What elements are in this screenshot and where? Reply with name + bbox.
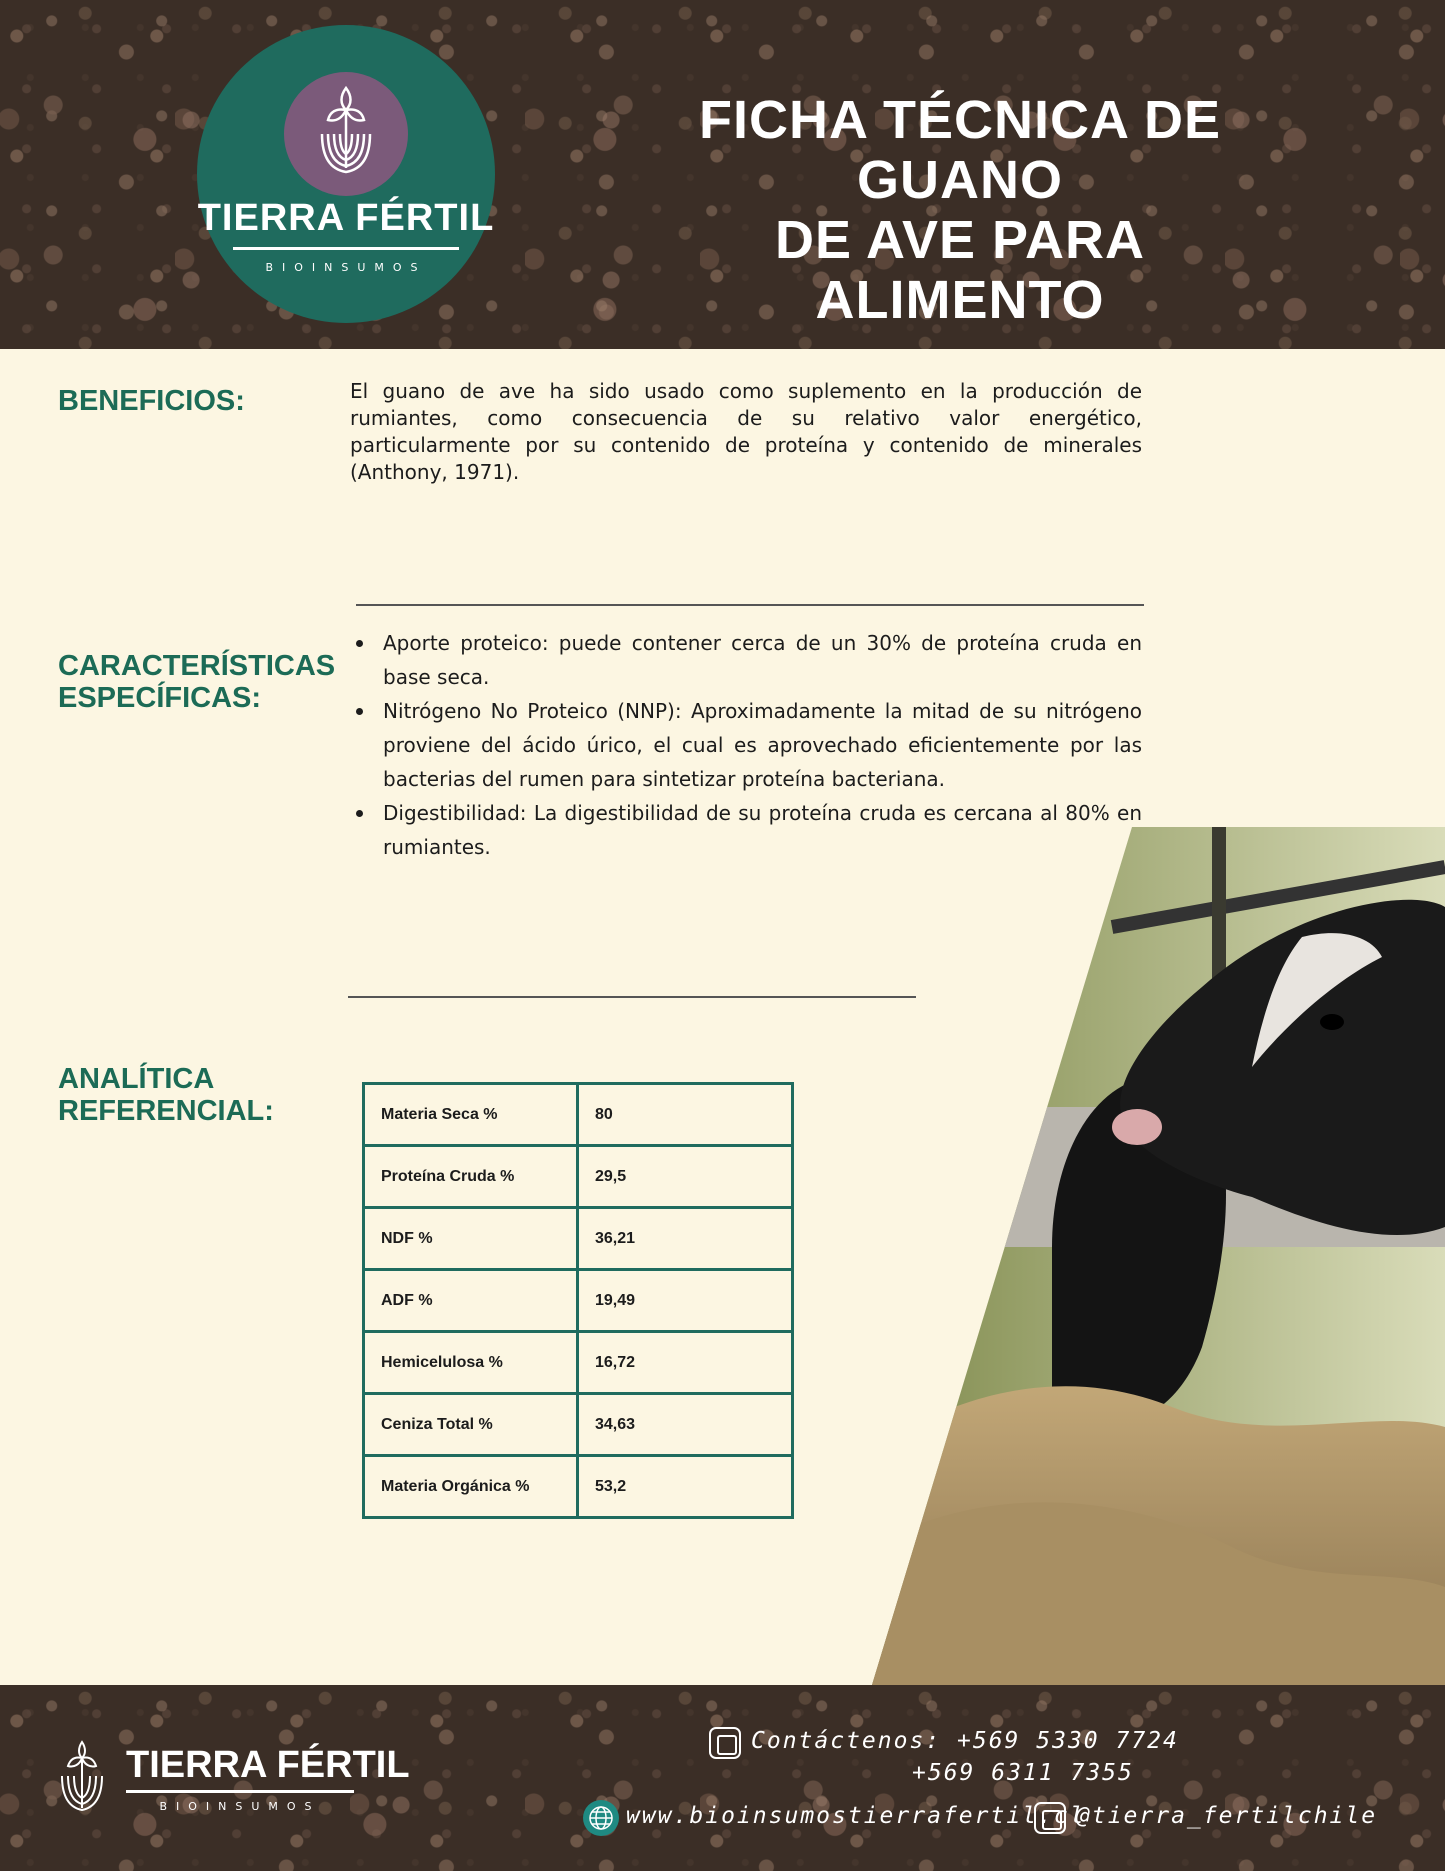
- brand-name: TIERRA FÉRTIL: [197, 197, 495, 239]
- instagram-handle[interactable]: @tierra_fertilchile: [1076, 1803, 1378, 1829]
- table-row: [364, 1084, 793, 1146]
- globe-icon: [583, 1800, 619, 1836]
- table-row: [364, 1146, 793, 1208]
- plant-logo-icon: [56, 1738, 108, 1814]
- characteristics-label-line2: ESPECÍFICAS:: [58, 682, 262, 714]
- table-cell-name: Hemicelulosa %: [364, 1332, 578, 1394]
- section-divider: [356, 604, 1144, 606]
- table-row: [364, 1270, 793, 1332]
- table-cell-name: Ceniza Total %: [364, 1394, 578, 1456]
- analytics-table: [362, 1082, 794, 1519]
- table-cell-name: ADF %: [364, 1270, 578, 1332]
- table-cell-value: 19,49: [578, 1270, 793, 1332]
- page-title-line2: DE AVE PARA ALIMENTO: [774, 210, 1146, 330]
- table-cell-value: 36,21: [578, 1208, 793, 1270]
- instagram-icon: [1034, 1802, 1066, 1834]
- table-cell-value: 80: [578, 1084, 793, 1146]
- footer-brand-name: TIERRA FÉRTIL: [126, 1744, 410, 1786]
- list-item: Aporte proteico: puede contener cerca de un 30% de proteína cruda en base seca.: [350, 626, 1142, 694]
- analytics-label: [58, 1063, 274, 1127]
- table-cell-name: Materia Orgánica %: [364, 1456, 578, 1518]
- website-link[interactable]: www.bioinsumostierrafertil.cl: [626, 1803, 1086, 1829]
- benefits-text: El guano de ave ha sido usado como suplemento en la producción de rumiantes, como consecuencia de su relativo valor energético, particularmente por su contenido de proteína y contenido de minerales (Anthony, 1971).: [350, 379, 1142, 484]
- table-cell-name: NDF %: [364, 1208, 578, 1270]
- brand-subtitle: BIOINSUMOS: [265, 261, 427, 274]
- table-row: [364, 1332, 793, 1394]
- benefits-label: BENEFICIOS:: [58, 385, 245, 417]
- contact-phone-1[interactable]: Contáctenos: +569 5330 7724: [751, 1728, 1179, 1754]
- table-cell-value: 53,2: [578, 1456, 793, 1518]
- phone-icon: [709, 1727, 741, 1759]
- analytics-label-line1: ANALÍTICA: [58, 1063, 215, 1095]
- footer-brand-underline: [126, 1790, 354, 1793]
- brand-logo: [197, 25, 495, 323]
- table-cell-value: 34,63: [578, 1394, 793, 1456]
- list-item: Digestibilidad: La digestibilidad de su proteína cruda es cercana al 80% en rumiantes.: [350, 796, 1142, 864]
- table-cell-value: 29,5: [578, 1146, 793, 1208]
- page-title-line1: FICHA TÉCNICA DE GUANO: [699, 90, 1221, 210]
- plant-logo-icon: [284, 72, 408, 196]
- table-cell-name: Materia Seca %: [364, 1084, 578, 1146]
- characteristics-label: [58, 650, 335, 714]
- section-divider: [348, 996, 916, 998]
- table-cell-value: 16,72: [578, 1332, 793, 1394]
- brand-underline: [233, 247, 459, 250]
- table-row: [364, 1394, 793, 1456]
- table-cell-name: Proteína Cruda %: [364, 1146, 578, 1208]
- cow-feeding-photo: [872, 827, 1445, 1685]
- characteristics-label-line1: CARACTERÍSTICAS: [58, 650, 336, 682]
- table-row: [364, 1456, 793, 1518]
- footer-brand-subtitle: BIOINSUMOS: [159, 1800, 321, 1813]
- page-title: [640, 90, 1280, 330]
- analytics-label-line2: REFERENCIAL:: [58, 1095, 274, 1127]
- contact-phone-2[interactable]: +569 6311 7355: [912, 1760, 1134, 1786]
- list-item: Nitrógeno No Proteico (NNP): Aproximadamente la mitad de su nitrógeno proviene del ácido úrico, el cual es aprovechado eficientemente por las bacterias del rumen para sintetizar proteína bacteriana.: [350, 694, 1142, 796]
- table-row: [364, 1208, 793, 1270]
